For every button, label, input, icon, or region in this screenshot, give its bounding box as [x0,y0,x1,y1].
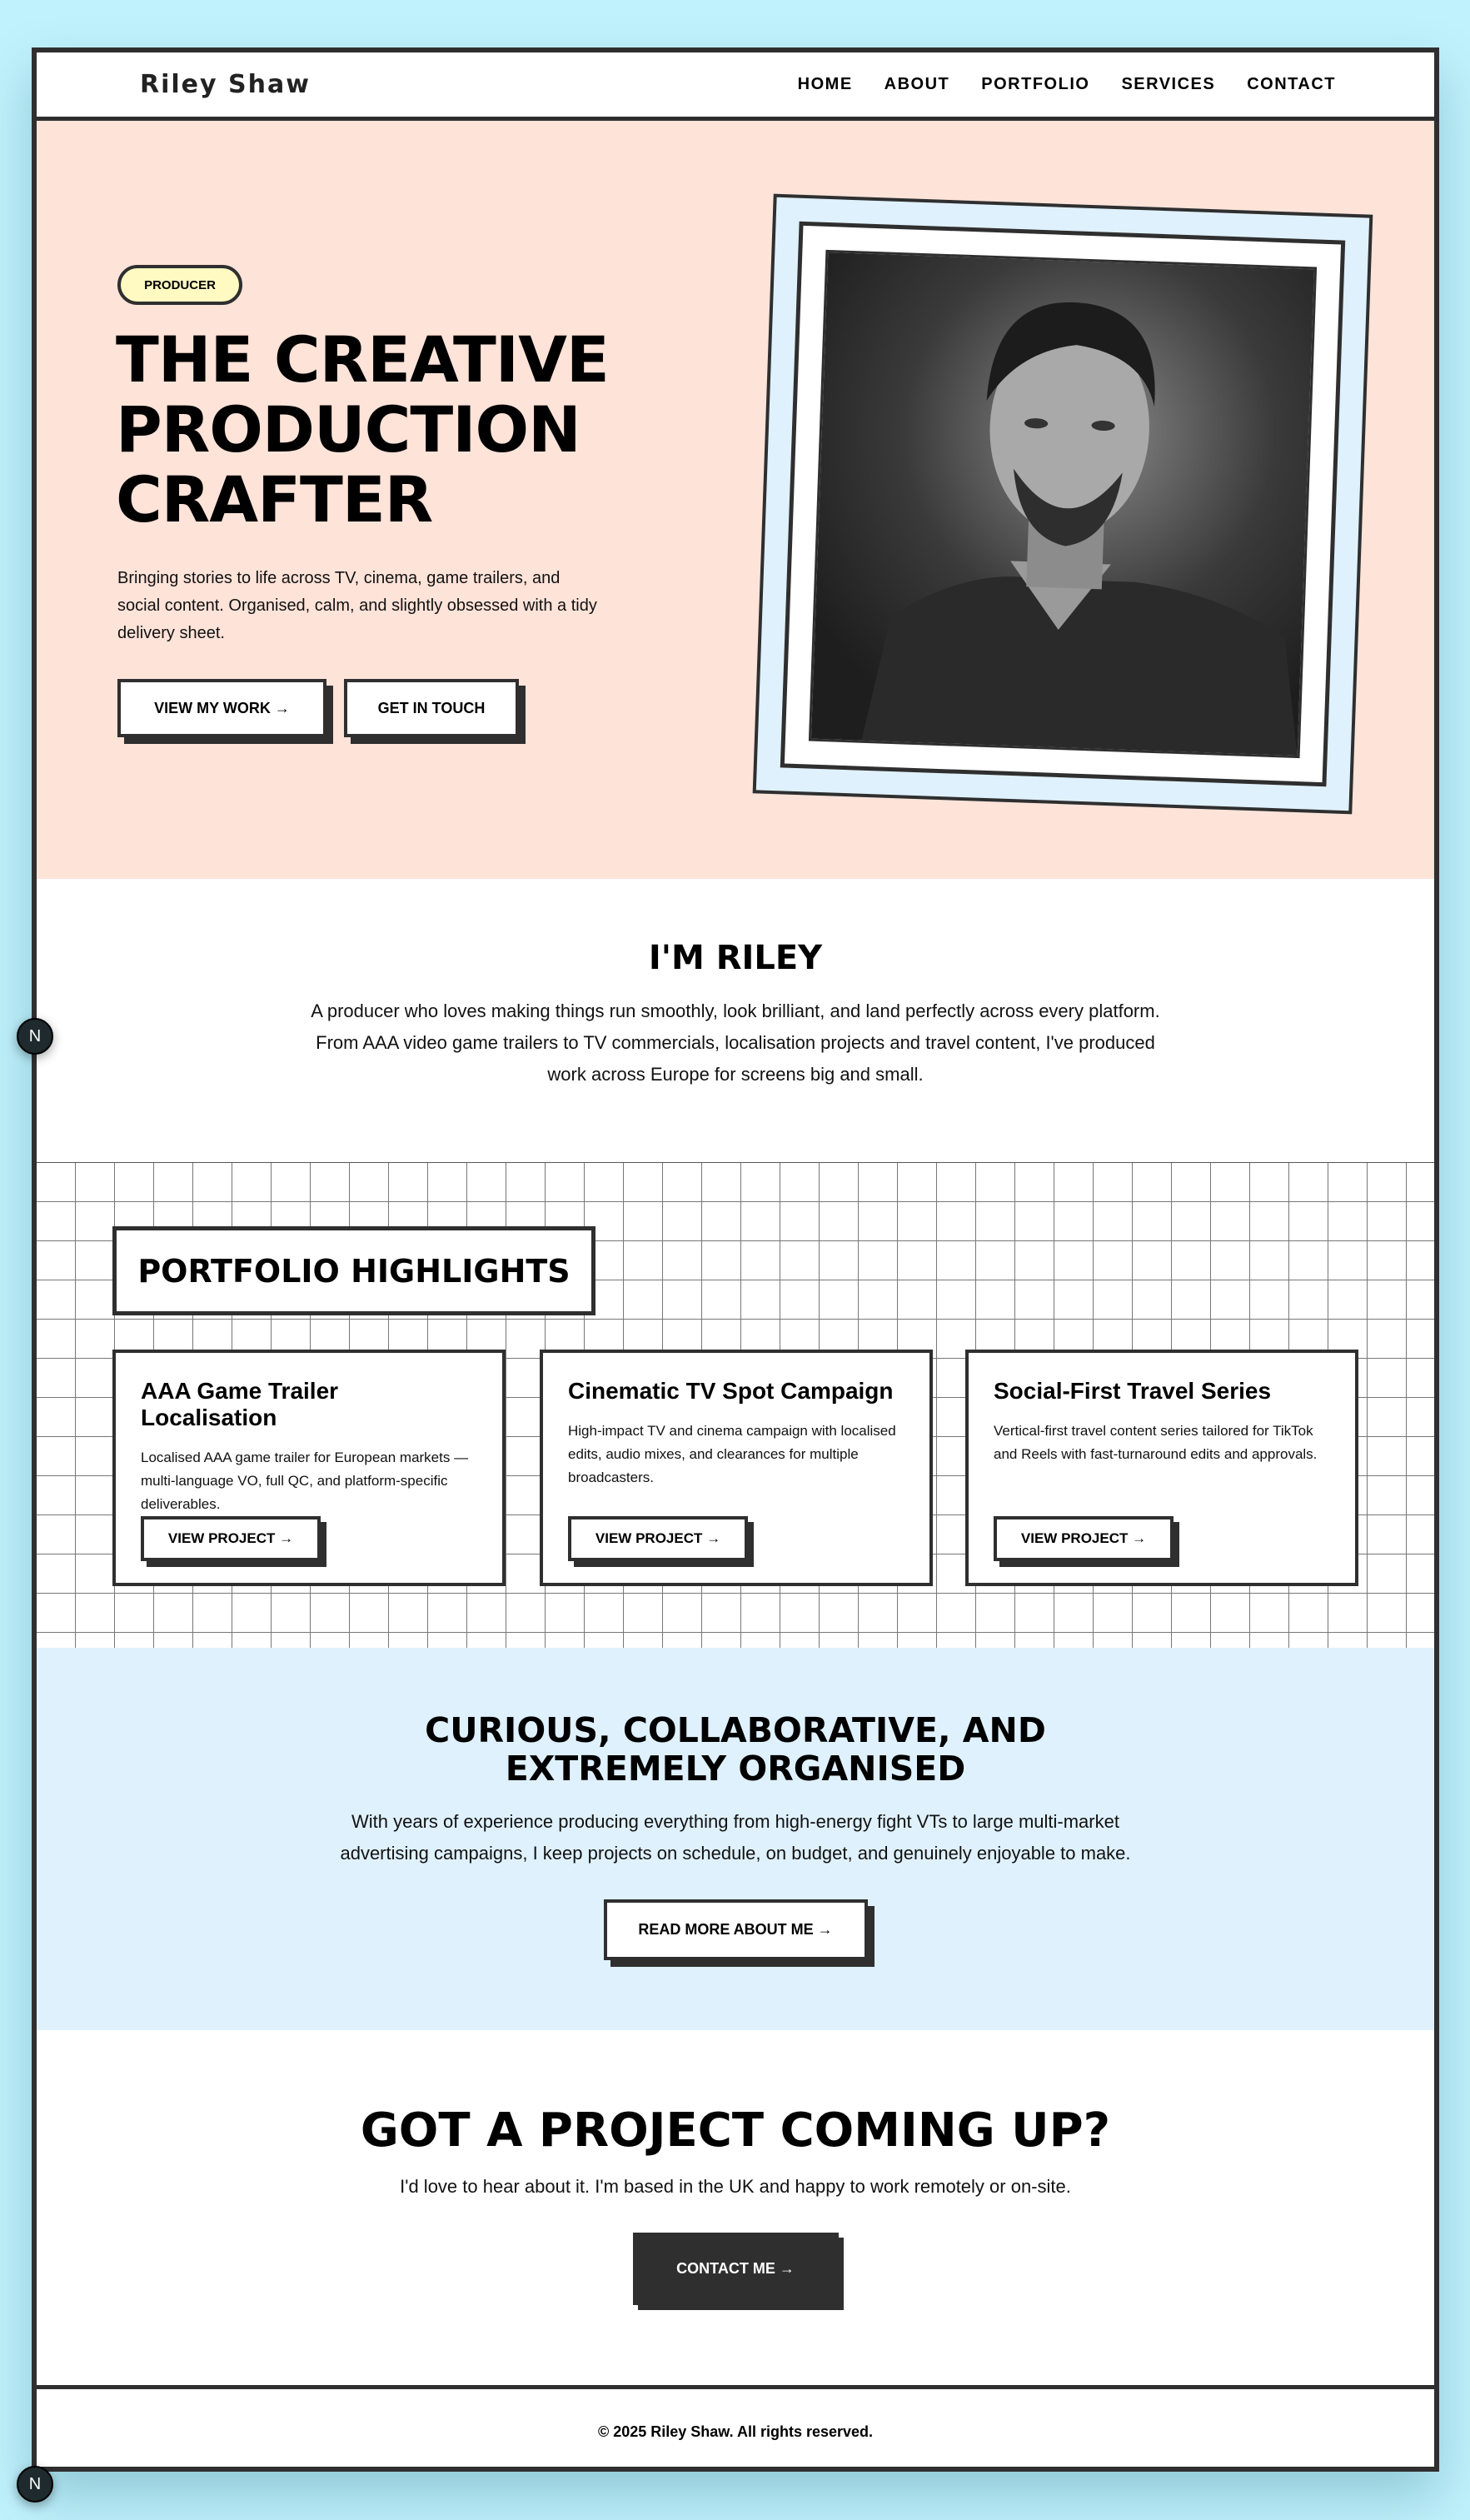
contact-me-button[interactable]: CONTACT ME → [633,2233,839,2305]
project-card [540,1350,933,1586]
nav-portfolio[interactable]: PORTFOLIO [981,75,1090,93]
nav-home[interactable]: HOME [797,75,853,93]
about-section [37,879,1434,1162]
hero-headline [116,322,609,536]
dev-tools-badge[interactable]: N [17,1018,53,1055]
nav-links [798,75,1336,94]
project-card [112,1350,506,1586]
about-title: I'M RILEY [648,939,823,977]
project-title: Cinematic TV Spot Campaign [568,1378,894,1404]
values-section [37,1648,1434,2030]
hero-lead: Bringing stories to life across TV, cinema, game trailers, and social content. Organised, calm, and slightly obsessed with a tidy delivery sheet. [117,569,597,642]
project-card [965,1350,1358,1586]
nav-contact[interactable]: CONTACT [1247,75,1336,93]
role-badge: PRODUCER [117,265,242,305]
hero-section [37,121,1434,879]
nav-services[interactable]: SERVICES [1121,75,1216,93]
nav-about[interactable]: ABOUT [884,75,950,93]
portrait-mat [780,222,1345,786]
portrait-image [811,252,1314,756]
read-more-button[interactable]: READ MORE ABOUT ME → [604,1899,868,1960]
view-project-button[interactable]: VIEW PROJECT → [994,1516,1174,1561]
portrait-frame [753,194,1373,815]
get-in-touch-button[interactable]: GET IN TOUCH [344,679,519,737]
dev-tools-badge[interactable]: N [17,2466,53,2503]
project-description: Localised AAA game trailer for European markets — multi-language VO, full QC, and platform-specific deliverables. [141,1450,469,1512]
view-project-button[interactable]: VIEW PROJECT → [141,1516,321,1561]
cta-text: I'd love to hear about it. I'm based in the UK and happy to work remotely or on-site. [400,2176,1071,2197]
project-title: Social-First Travel Series [994,1378,1272,1404]
headline-line: THE CREATIVE [116,322,609,397]
about-text: A producer who loves making things run smoothly, look brilliant, and land perfectly across every platform. From AAA video game trailers to TV commercials, localisation projects and travel content, I've produced work across Europe for screens big and small. [311,1001,1160,1085]
footer [37,2385,1434,2472]
cta-title: GOT A PROJECT COMING UP? [360,2103,1111,2158]
copyright-text: © 2025 Riley Shaw. All rights reserved. [597,2423,874,2440]
top-nav [37,52,1434,121]
view-project-button[interactable]: VIEW PROJECT → [568,1516,748,1561]
headline-line: PRODUCTION [116,392,581,467]
portfolio-section [37,1162,1434,1648]
project-title: AAA Game Trailer Localisation [141,1378,339,1430]
portfolio-title: PORTFOLIO HIGHLIGHTS [112,1226,595,1315]
portrait-photo [809,250,1317,758]
view-my-work-button[interactable]: VIEW MY WORK → [117,679,326,737]
headline-line: CRAFTER [116,462,433,536]
project-description: High-impact TV and cinema campaign with localised edits, audio mixes, and clearances for multiple broadcasters. [568,1423,896,1485]
project-description: Vertical-first travel content series tailored for TikTok and Reels with fast-turnaround edits and approvals. [994,1423,1318,1462]
values-title: CURIOUS, COLLABORATIVE, AND EXTREMELY ORGANISED [425,1710,1046,1789]
values-text: With years of experience producing everything from high-energy fight VTs to large multi-market advertising campaigns, I keep projects on schedule, on budget, and genuinely enjoyable to make. [340,1811,1131,1864]
page-frame [32,47,1439,2472]
cta-section [37,2030,1434,2385]
site-logo[interactable]: Riley Shaw [140,70,311,99]
